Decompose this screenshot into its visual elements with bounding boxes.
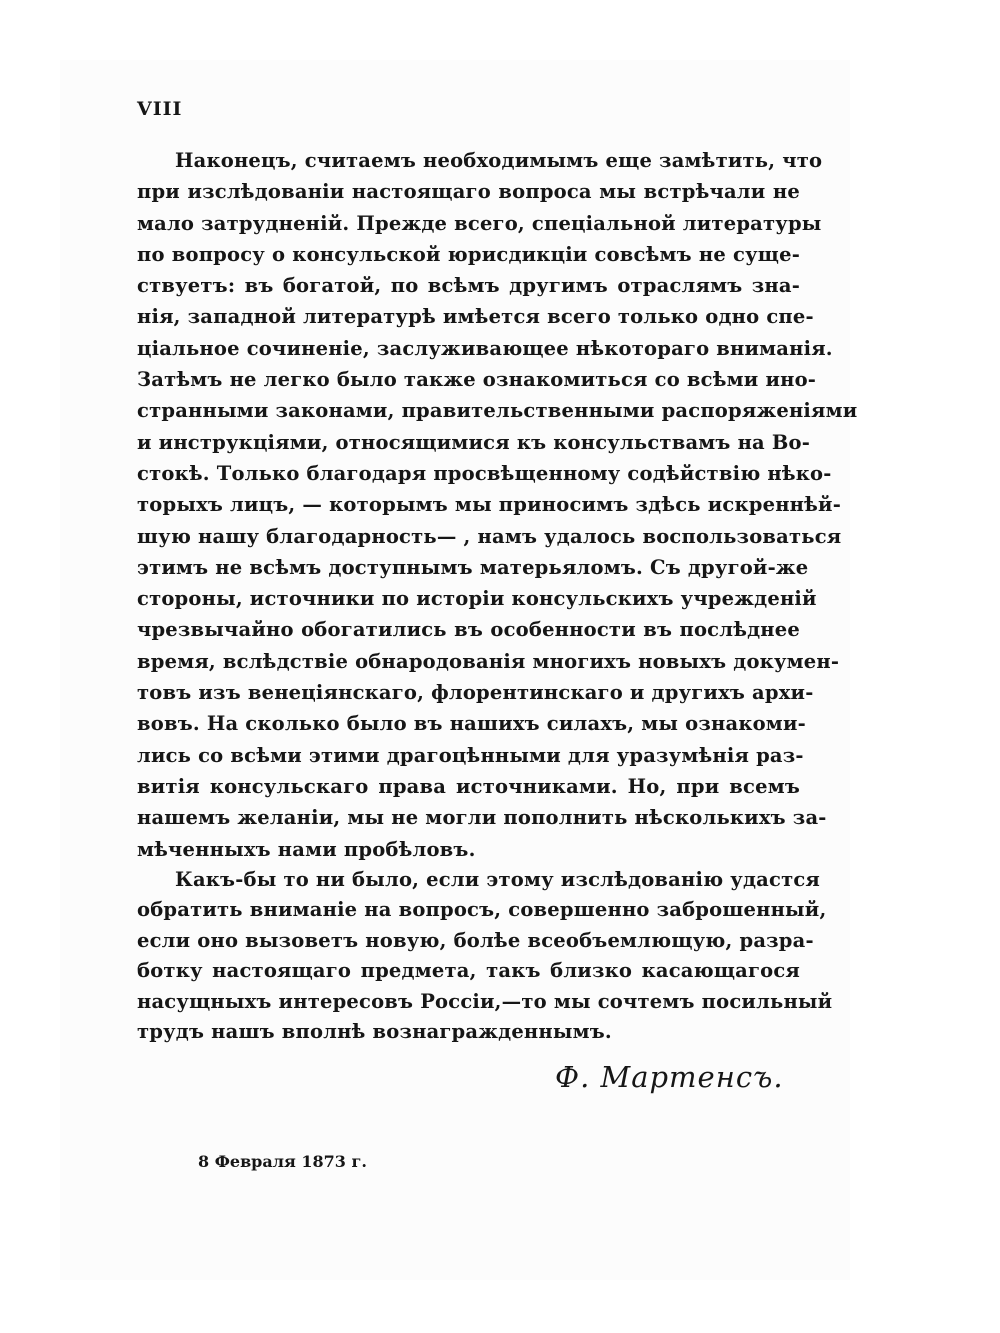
text-line: время, вслѣдствіе обнародованія многихъ новыхъ докумен-: [137, 649, 840, 673]
text-line: нашемъ желаніи, мы не могли пополнить нѣсколькихъ за-: [137, 806, 827, 830]
text-line: нія, западной литературѣ имѣется всего только одно спе-: [137, 305, 814, 329]
text-line: ціальное сочиненіе, заслуживающее нѣкотораго вниманія.: [137, 336, 833, 360]
text-line: торыхъ лицъ, — которымъ мы приносимъ здѣсь искреннѣй-: [137, 493, 842, 517]
text-line: насущныхъ интересовъ Россіи,—то мы сочтемъ посильный: [137, 989, 833, 1013]
text-line: стороны, источники по исторіи консульскихъ учрежденій: [137, 587, 817, 611]
document-body: [137, 145, 858, 1048]
text-line: трудъ нашъ вполнѣ вознагражденнымъ.: [137, 1020, 612, 1044]
text-line: по вопросу о консульской юрисдикціи совсѣмъ не суще-: [137, 242, 800, 266]
text-line: при изслѣдованіи настоящаго вопроса мы встрѣчали не: [137, 180, 800, 204]
text-line: чрезвычайно обогатились въ особенности въ послѣднее: [137, 618, 800, 642]
text-line: шую нашу благодарность— , намъ удалось воспользоваться: [137, 524, 842, 548]
document-date: 8 Февраля 1873 г.: [198, 1152, 367, 1171]
text-line: вовъ. На сколько было въ нашихъ силахъ, мы ознакоми-: [137, 712, 806, 736]
text-line: витія консульскаго права источниками. Но, при всемъ: [137, 774, 800, 798]
text-line: ботку настоящаго предмета, такъ близко касающагося: [137, 959, 800, 983]
paragraph-2: [137, 865, 833, 1048]
text-line: ствуетъ: въ богатой, по всѣмъ другимъ отраслямъ зна-: [137, 274, 800, 298]
text-line: странными законами, правительственными распоряженіями: [137, 399, 858, 423]
text-line: товъ изъ венеціянскаго, флорентинскаго и другихъ архи-: [137, 681, 814, 705]
text-line: лись со всѣми этими драгоцѣнными для уразумѣнія раз-: [137, 743, 804, 767]
text-line: мѣченныхъ нами пробѣловъ.: [137, 837, 476, 861]
page-number: VIII: [137, 98, 183, 120]
text-line: обратить вниманіе на вопросъ, совершенно заброшенный,: [137, 898, 827, 922]
text-line: стокѣ. Только благодаря просвѣщенному содѣйствію нѣко-: [137, 461, 832, 485]
text-line: Затѣмъ не легко было также ознакомиться со всѣми ино-: [137, 368, 817, 392]
text-line: если оно вызоветъ новую, болѣе всеобъемлющую, разра-: [137, 928, 814, 952]
paragraph-1: [137, 145, 858, 865]
text-line: Какъ-бы то ни было, если этому изслѣдованію удастся: [175, 867, 821, 891]
text-line: и инструкціями, относящимися къ консульствамъ на Во-: [137, 430, 811, 454]
author-signature: Ф. Мартенсъ.: [555, 1060, 784, 1094]
text-line: мало затрудненій. Прежде всего, спеціальной литературы: [137, 211, 822, 235]
text-line: этимъ не всѣмъ доступнымъ матерьяломъ. Съ другой-же: [137, 555, 809, 579]
text-line: Наконецъ, считаемъ необходимымъ еще замѣтить, что: [175, 149, 823, 172]
